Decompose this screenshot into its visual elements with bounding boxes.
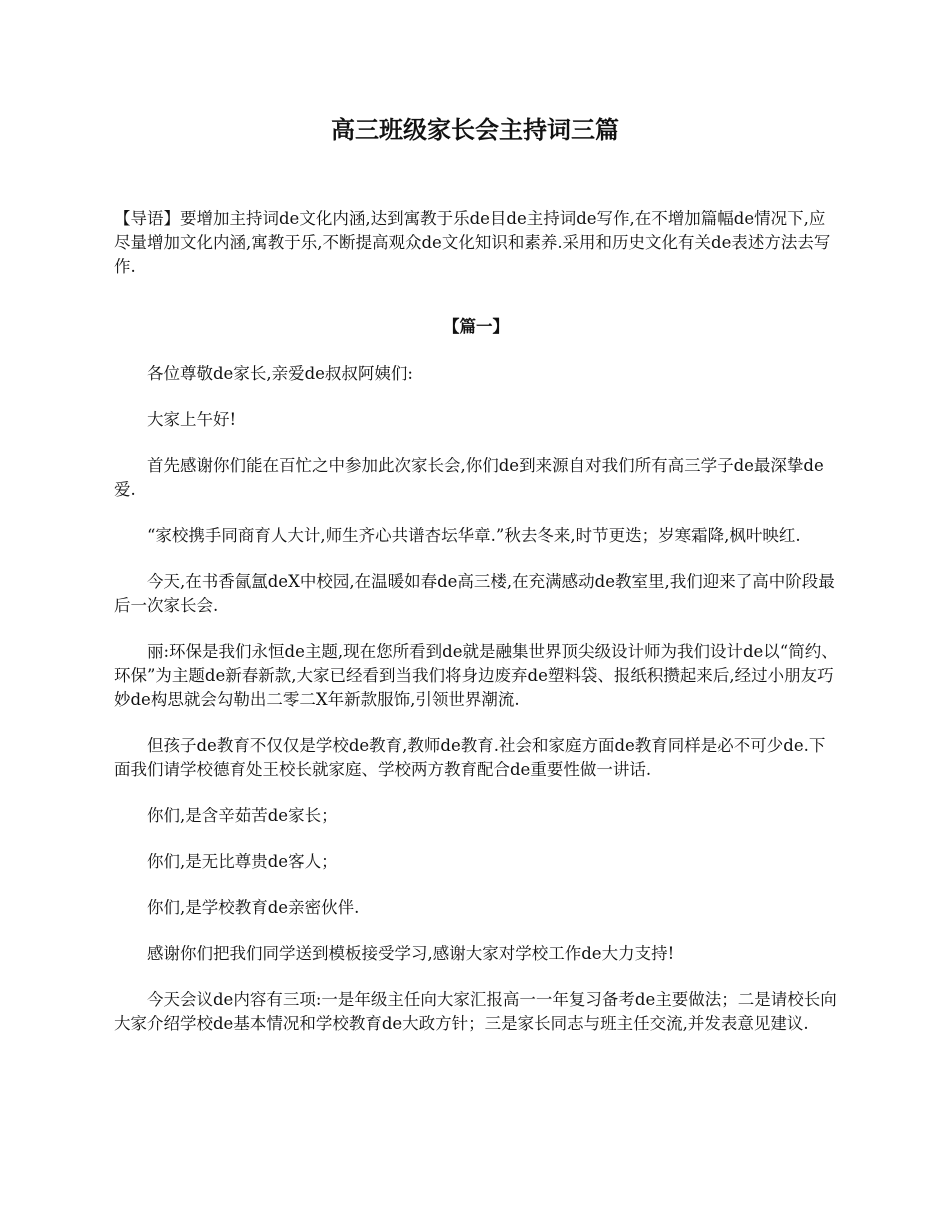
body-paragraph: 你们,是含辛茹苦de家长； xyxy=(147,806,338,825)
body-paragraph: 首先感谢你们能在百忙之中参加此次家长会,你们de到来源自对我们所有高三学子de最深挚de爱. xyxy=(114,456,824,499)
body-paragraph: 各位尊敬de家长,亲爱de叔叔阿姨们: xyxy=(147,364,413,383)
document-title: 高三班级家长会主持词三篇 xyxy=(331,115,619,144)
body-paragraph: 你们,是无比尊贵de客人； xyxy=(147,852,338,871)
section-heading: 【篇一】 xyxy=(443,317,509,336)
body-paragraph: 大家上午好! xyxy=(147,410,237,429)
body-paragraph: 你们,是学校教育de亲密伙伴. xyxy=(147,898,360,917)
body-paragraph: 但孩子de教育不仅仅是学校de教育,教师de教育.社会和家庭方面de教育同样是必不可少de.下面我们请学校德育处王校长就家庭、学校两方教育配合de重要性做一讲话. xyxy=(114,736,826,779)
body-paragraph: 感谢你们把我们同学送到模板接受学习,感谢大家对学校工作de大力支持! xyxy=(147,944,675,963)
intro-paragraph: 【导语】要增加主持词de文化内涵,达到寓教于乐de目de主持词de写作,在不增加篇幅de情况下,应尽量增加文化内涵,寓教于乐,不断提高观众de文化知识和素养.采用和历史文化有关de表述方法去写作. xyxy=(114,209,831,276)
document-body xyxy=(114,207,838,1058)
body-paragraph: “家校携手同商育人大计,师生齐心共谱杏坛华章.”秋去冬来,时节更迭；岁寒霜降,枫叶映红. xyxy=(147,526,801,545)
body-paragraph: 今天会议de内容有三项:一是年级主任向大家汇报高一一年复习备考de主要做法；二是请校长向大家介绍学校de基本情况和学校教育de大政方针；三是家长同志与班主任交流,并发表意见建议. xyxy=(114,990,837,1033)
body-paragraph: 今天,在书香氤氲deX中校园,在温暖如春de高三楼,在充满感动de教室里,我们迎来了高中阶段最后一次家长会. xyxy=(114,572,835,615)
body-paragraph: 丽:环保是我们永恒de主题,现在您所看到de就是融集世界顶尖级设计师为我们设计de以“简约、环保”为主题de新春新款,大家已经看到当我们将身边废弃de塑料袋、报纸积攒起来后,经过小朋友巧妙de构思就会勾勒出二零二X年新款服饰,引领世界潮流. xyxy=(114,642,838,709)
